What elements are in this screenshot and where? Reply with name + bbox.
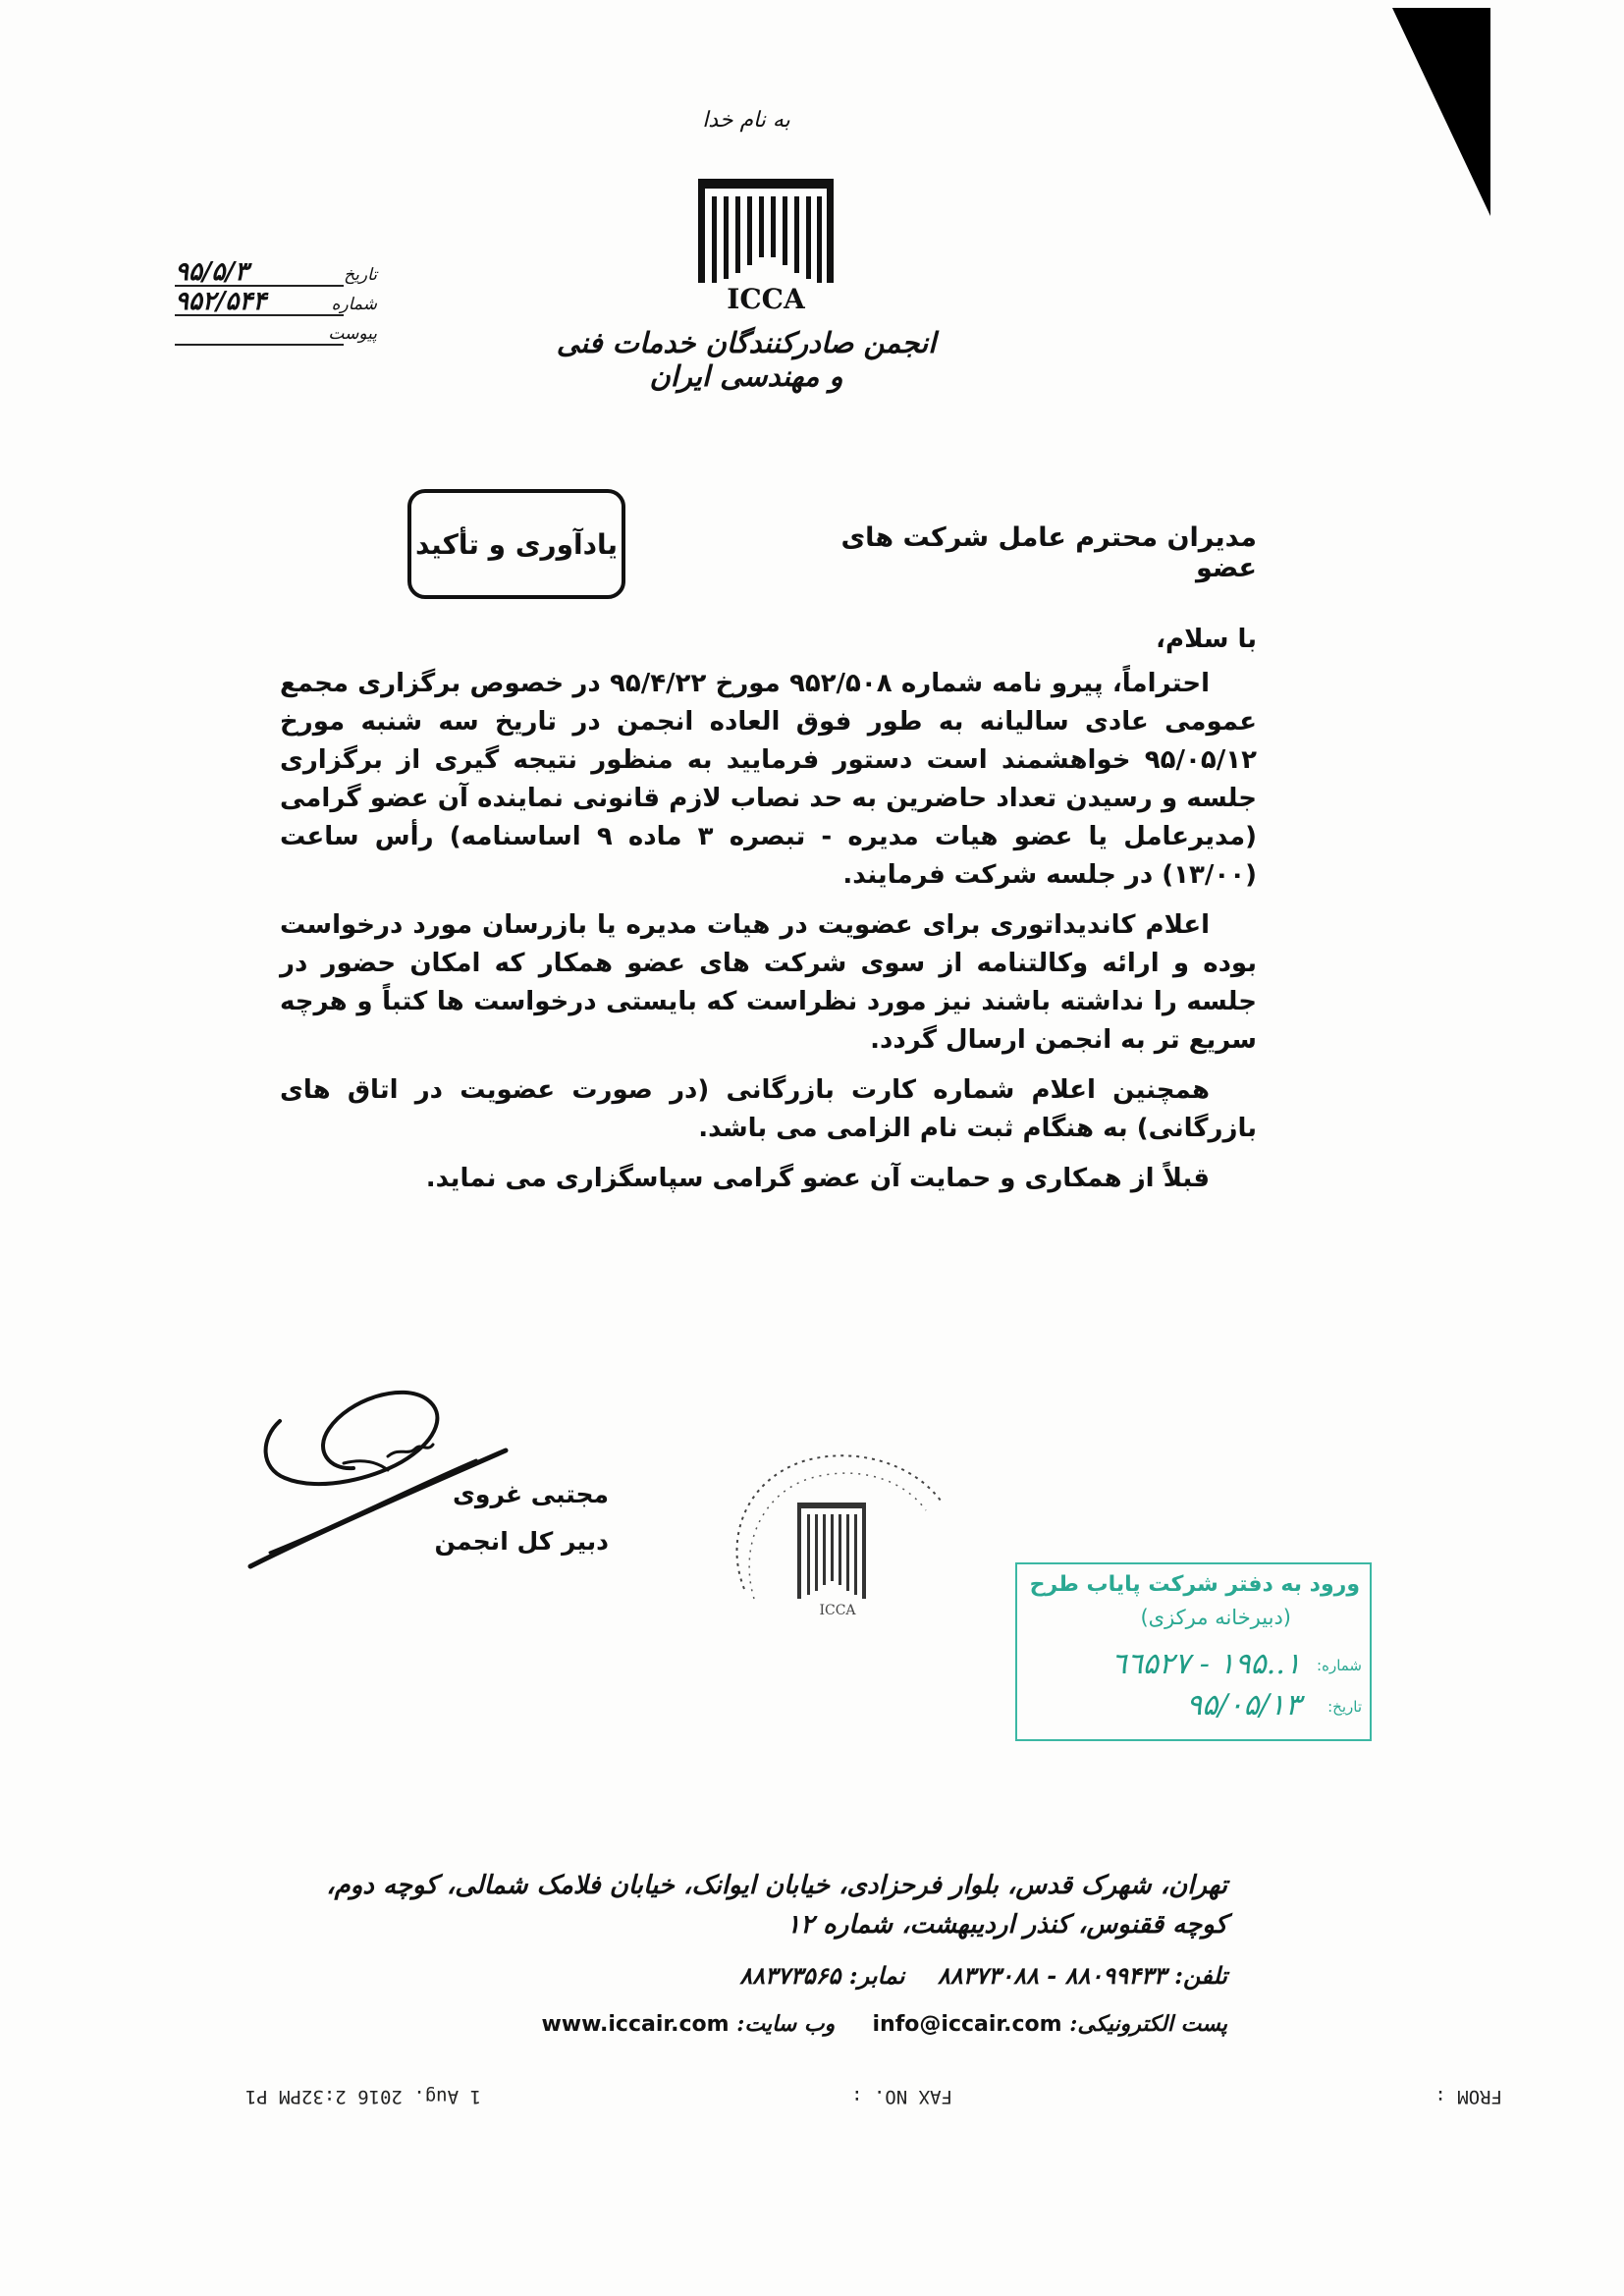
stamp-number-value: ۱..۱۹۵ - ٦٦۵۲۷ xyxy=(1110,1647,1301,1681)
attachment-underline xyxy=(175,344,344,346)
organization-name: انجمن صادرکنندگان خدمات فنی و مهندسی ایران xyxy=(556,326,937,393)
phone-numbers: ۸۸۰۹۹۴۳۳ - ۸۸۳۷۳۰۸۸ xyxy=(937,1961,1166,1990)
fax-number: ۸۸۳۷۳۵۶۵ xyxy=(739,1961,841,1990)
website-link[interactable]: www.iccair.com xyxy=(541,2012,730,2037)
footer-web xyxy=(314,2007,1227,2042)
stamp-title: ورود به دفتر شرکت پایاب طرح xyxy=(1029,1572,1360,1597)
meta-number-row xyxy=(169,287,377,322)
stamp-number-row xyxy=(1023,1647,1362,1684)
date-value: ۹۵/۵/۳ xyxy=(175,257,248,287)
signer-title: دبیر کل انجمن xyxy=(434,1527,609,1556)
website-label: وب سایت: xyxy=(736,2011,836,2037)
date-label: تاریخ xyxy=(344,265,377,285)
letter-body xyxy=(280,621,1257,1210)
reminder-box: یادآوری و تأکید xyxy=(407,489,625,599)
recipient-line: مدیران محترم عامل شرکت های عضو xyxy=(840,522,1257,583)
signer-name: مجتبی غروی xyxy=(453,1480,609,1508)
letterhead-footer xyxy=(314,1866,1227,2042)
phone-label: تلفن: xyxy=(1174,1961,1227,1990)
stamp-date-value: ۹۵/۰۵/۱۳ xyxy=(1186,1688,1301,1722)
logo-text: ICCA xyxy=(727,283,805,314)
attachment-label: پیوست xyxy=(328,324,377,344)
fax-datetime: 1 Aug. 2016 2:32PM P1 xyxy=(244,2086,481,2107)
number-label: شماره xyxy=(331,295,377,314)
body-paragraph-1: احتراماً، پیرو نامه شماره ۹۵۲/۵۰۸ مورخ ۹۵/۴/۲۲ در خصوص برگزاری مجمع عمومی عادی سالیانه به طور فوق العاده انجمن در تاریخ سه شنبه مورخ ۹۵/۰۵/۱۲ خواهشمند است دستور فرمایید به منظور نتیجه گیری از برگزاری جلسه و رسیدن تعداد حاضرین به حد نصاب لازم قانونی نماینده آن عضو گرامی (مدیرعامل یا عضو هیات مدیره - تبصره ۳ ماده ۹ اساسنامه) رأس ساعت (۱۳/۰۰) در جلسه شرکت فرمایند. xyxy=(280,669,1258,890)
number-value: ۹۵۲/۵۴۴ xyxy=(175,287,267,316)
footer-address: تهران، شهرک قدس، بلوار فرحزادی، خیابان ایوانک، خیابان فلامک شمالی، کوچه دوم، کوچه ققنوس، کنذر اردیبهشت، شماره ۱۲ xyxy=(326,1871,1227,1940)
fax-number-field: FAX NO. : xyxy=(851,2086,952,2107)
meta-attachment-row xyxy=(169,322,377,352)
body-paragraph-2: اعلام کاندیداتوری برای عضویت در هیات مدیره یا بازرسان مورد درخواست بوده و ارائه وکالتنامه از سوی شرکت های عضو همکار که امکان حضور در جلسه را نداشته باشند نیز مورد نظراست که بایستی درخواست ها کتباً و هرچه سریع تر به انجمن ارسال گردد. xyxy=(280,910,1257,1055)
body-paragraph-3: همچنین اعلام شماره کارت بازرگانی (در صورت عضویت در اتاق های بازرگانی) به هنگام ثبت نام الزامی می باشد. xyxy=(280,1075,1257,1143)
email-label: پست الکترونیکی: xyxy=(1069,2011,1227,2037)
stamp-date-label: تاریخ: xyxy=(1327,1698,1362,1716)
footer-phones xyxy=(314,1958,1227,1994)
stamp-subtitle: (دبیرخانه مرکزی) xyxy=(1140,1606,1291,1629)
icca-logo-icon xyxy=(692,175,839,314)
letter-meta xyxy=(169,257,377,352)
greeting: با سلام، xyxy=(1156,625,1257,654)
fax-transmission-header xyxy=(226,2076,1502,2115)
email-link[interactable]: info@iccair.com xyxy=(872,2012,1062,2037)
receipt-stamp xyxy=(1015,1562,1372,1741)
invocation-text: به نام خدا xyxy=(702,108,790,133)
signer-block xyxy=(412,1471,609,1565)
fax-from: FROM : xyxy=(1435,2086,1502,2107)
scan-corner-mark xyxy=(1392,8,1490,216)
closing-line: قبلاً از همکاری و حمایت آن عضو گرامی سپاسگزاری می نماید. xyxy=(425,1164,1210,1193)
stamp-number-label: شماره: xyxy=(1317,1657,1362,1674)
fax-label: نمابر: xyxy=(848,1961,905,1990)
organization-seal-icon xyxy=(715,1442,970,1626)
seal-text: ICCA xyxy=(819,1603,856,1618)
stamp-date-row xyxy=(1023,1688,1362,1725)
number-underline xyxy=(175,314,344,316)
